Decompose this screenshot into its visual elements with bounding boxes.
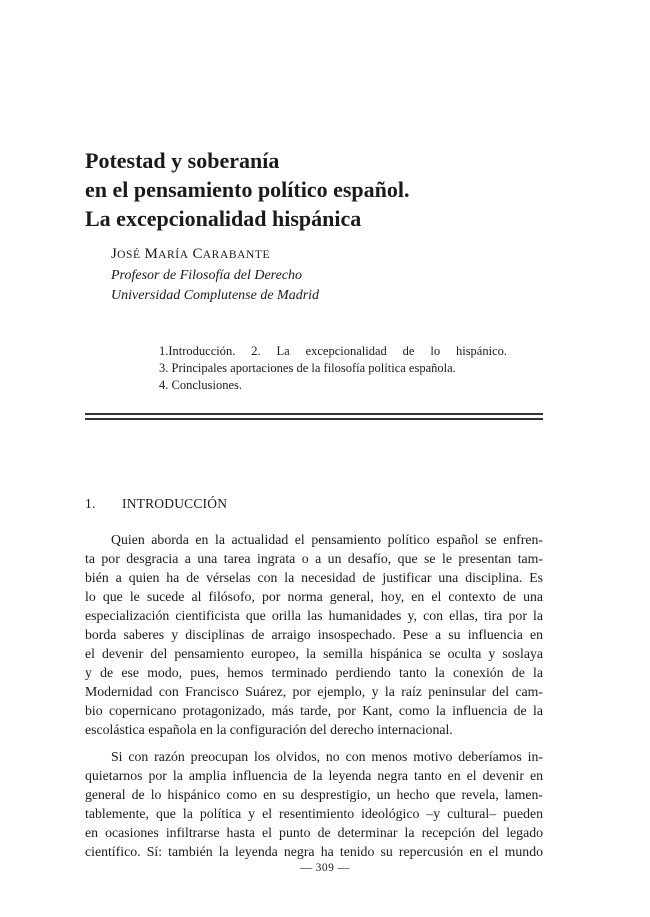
text-line: científico. Sí: también la leyenda negra ha tenido su repercusión en el mundo <box>85 844 543 859</box>
toc-line: 4. Conclusiones. <box>159 378 242 392</box>
text-line: ta por desgracia a una tarea ingrata o a un desafío, que se le presentan tam- <box>85 551 543 566</box>
title-line: en el pensamiento político español. <box>85 177 410 202</box>
text-line: escolástica española en la configuración del derecho internacional. <box>85 722 453 737</box>
divider-rule <box>85 413 543 415</box>
page-number: — 309 — <box>300 862 350 874</box>
text-line: en ocasiones infiltrarse hasta el punto de determinar la recepción del legado <box>85 825 543 840</box>
text-line: y de ese modo, pues, hemos terminado perdiendo tanto la conexión de la <box>85 665 543 680</box>
toc-line: 3. Principales aportaciones de la filosofía política española. <box>159 361 456 375</box>
title-line: La excepcionalidad hispánica <box>85 206 362 231</box>
text-line: bio copernicano protagonizado, más tarde, por Kant, como la influencia de la <box>85 703 543 718</box>
text-line: tablemente, que la política y el resentimiento ideológico –y cultural– pueden <box>85 806 543 821</box>
text-line: Si con razón preocupan los olvidos, no con menos motivo deberíamos in- <box>111 749 543 764</box>
divider-rule <box>85 418 543 420</box>
article-title <box>85 146 565 233</box>
affiliation-line: Profesor de Filosofía del Derecho <box>111 268 303 283</box>
paragraph <box>85 530 543 739</box>
title-line: Potestad y soberanía <box>85 148 280 173</box>
affiliation-line: Universidad Complutense de Madrid <box>111 288 320 303</box>
author-affiliation <box>111 266 319 306</box>
toc-line: 1.Introducción. 2. La excepcionalidad de lo hispánico. <box>159 344 507 358</box>
text-line: Modernidad con Francisco Suárez, por ejemplo, y la raíz peninsular del cam- <box>85 684 543 699</box>
text-line: especialización cientificista que orilla las humanidades y, con ellas, tira por la <box>85 608 543 623</box>
text-line: bién a quien ha de vérselas con la necesidad de justificar una disciplina. Es <box>85 570 543 585</box>
text-line: el devenir del pensamiento europeo, la semilla hispánica se oculta y soslaya <box>85 646 543 661</box>
section-number: 1. <box>85 496 96 511</box>
section-heading <box>85 496 227 512</box>
text-line: lo que le sucede al filósofo, por norma general, hoy, en el contexto de una <box>85 589 543 604</box>
text-line: quietarnos por la amplia influencia de la leyenda negra tanto en el devenir en <box>85 768 543 783</box>
section-title: INTRODUCCIÓN <box>122 496 228 511</box>
paragraph <box>85 747 543 861</box>
author-name: JOSÉ MARÍA CARABANTE <box>111 246 271 262</box>
table-of-contents <box>159 343 507 394</box>
body-text <box>85 530 543 861</box>
text-line: borda saberes y disciplinas de arraigo insospechado. Pese a su influencia en <box>85 627 543 642</box>
text-line: Quien aborda en la actualidad el pensamiento político español se enfren- <box>111 532 543 547</box>
text-line: general de lo hispánico como en su desprestigio, un hecho que revela, lamen- <box>85 787 543 802</box>
